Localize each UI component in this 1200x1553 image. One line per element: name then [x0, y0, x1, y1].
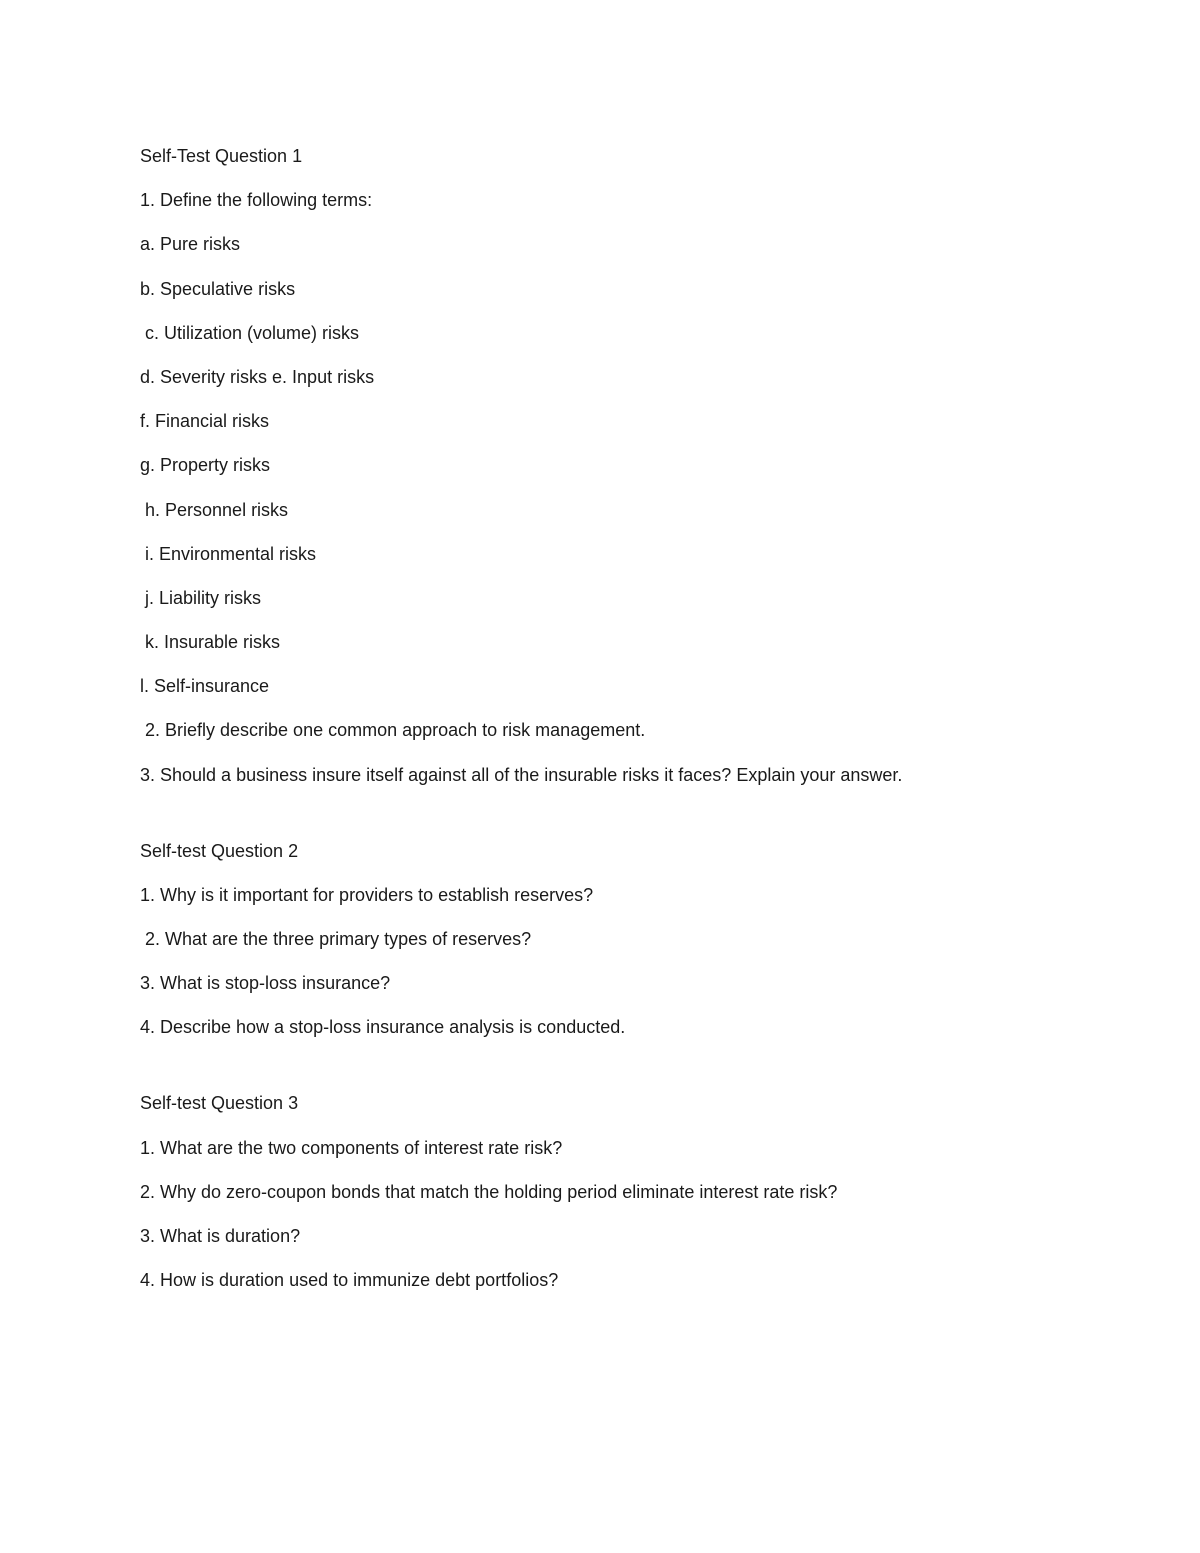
term-item: g. Property risks [140, 455, 271, 476]
question-line: 1. Define the following terms: [140, 190, 373, 211]
term-item: i. Environmental risks [145, 543, 317, 564]
question-line: 3. What is stop-loss insurance? [140, 973, 391, 994]
question-line: 4. How is duration used to immunize debt portfolios? [140, 1270, 559, 1291]
question-line: 2. Briefly describe one common approach to risk management. [145, 720, 646, 741]
question-line: 2. Why do zero-coupon bonds that match the holding period eliminate interest rate risk? [140, 1181, 838, 1202]
section-title: Self-test Question 3 [140, 1093, 299, 1114]
term-item: c. Utilization (volume) risks [145, 322, 360, 343]
question-line: 4. Describe how a stop-loss insurance analysis is conducted. [140, 1017, 626, 1038]
question-line: 3. Should a business insure itself against all of the insurable risks it faces? Explain your answer. [140, 764, 903, 785]
question-line: 3. What is duration? [140, 1225, 301, 1246]
question-line: 1. What are the two components of interest rate risk? [140, 1137, 563, 1158]
term-item: a. Pure risks [140, 234, 241, 255]
section-title: Self-Test Question 1 [140, 146, 303, 166]
term-item: b. Speculative risks [140, 278, 296, 299]
term-item: l. Self-insurance [140, 676, 270, 697]
question-line: 1. Why is it important for providers to establish reserves? [140, 884, 594, 905]
term-item: k. Insurable risks [145, 632, 281, 653]
document-content [140, 140, 1100, 1308]
section-question-1 [140, 140, 1100, 791]
term-item: f. Financial risks [140, 411, 270, 432]
section-question-2 [140, 835, 1100, 1044]
question-line: 2. What are the three primary types of reserves? [145, 929, 532, 949]
term-item: h. Personnel risks [145, 499, 289, 520]
term-item: d. Severity risks e. Input risks [140, 366, 375, 387]
term-item: j. Liability risks [145, 587, 262, 608]
section-question-3 [140, 1087, 1100, 1296]
section-title: Self-test Question 2 [140, 840, 299, 861]
